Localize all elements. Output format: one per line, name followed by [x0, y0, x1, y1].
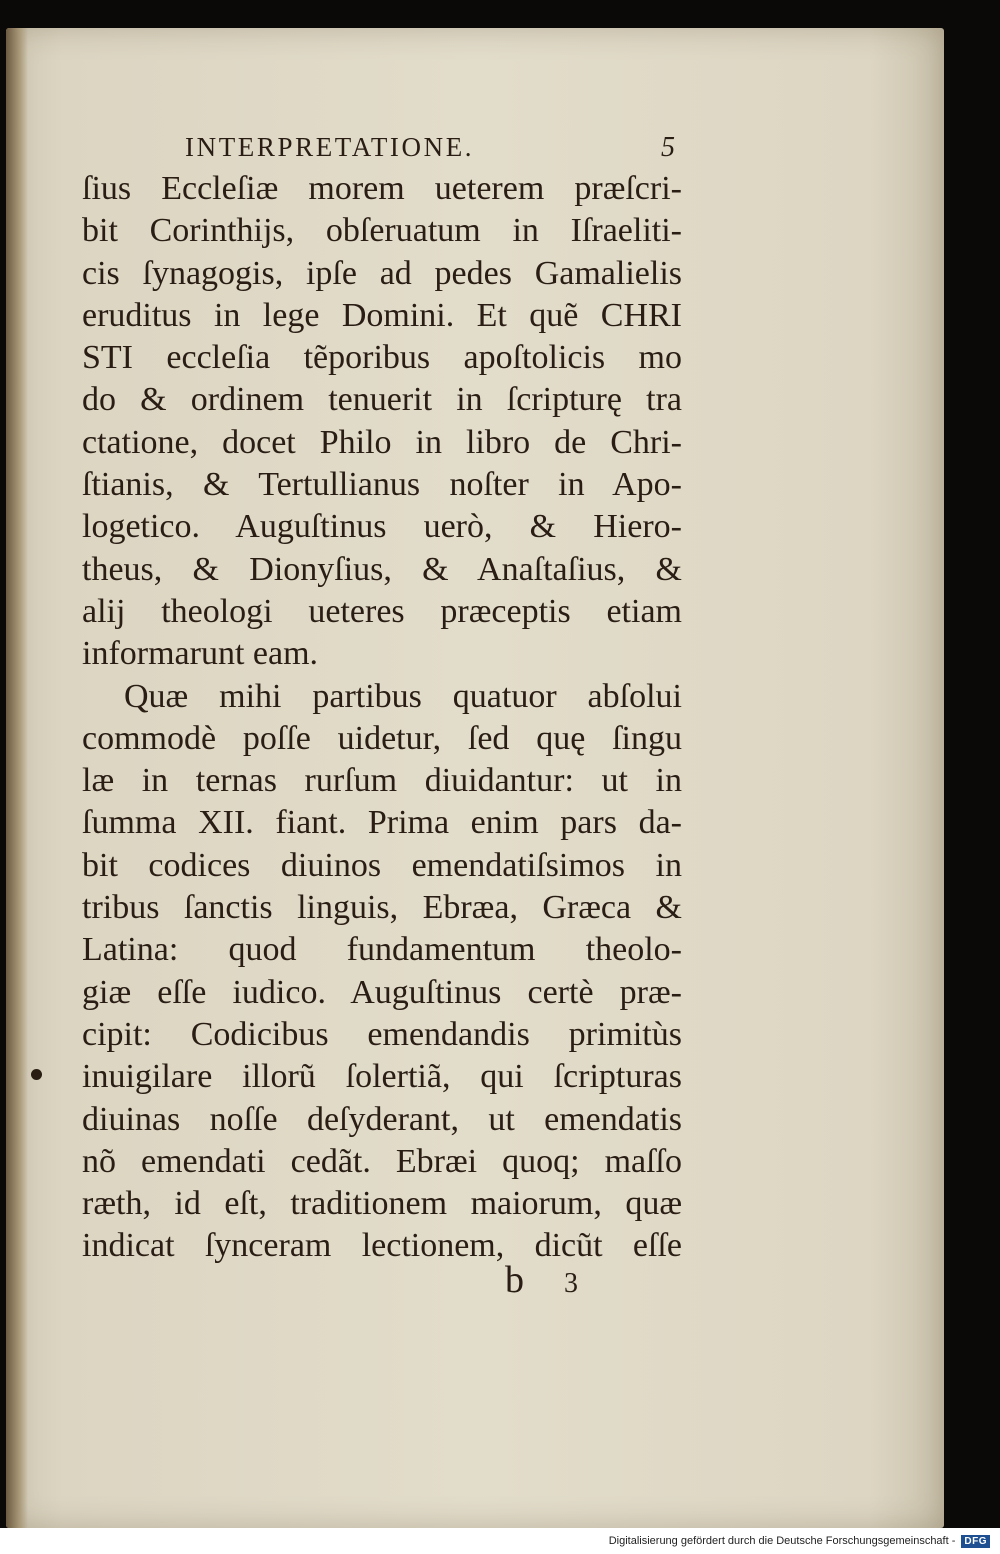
text-line: indicat ſynceram lectionem, dicũt eſſe: [82, 1227, 682, 1265]
footer-bar: [0, 1528, 1000, 1554]
text-line: commodè poſſe uidetur, ſed quę ſingu: [82, 719, 682, 757]
text-line: cis ſynagogis, ipſe ad pedes Gamalielis: [82, 254, 682, 292]
running-head: INTERPRETATIONE.: [185, 132, 475, 162]
dfg-logo: DFG: [961, 1535, 990, 1548]
signature-letter: b: [505, 1259, 524, 1301]
text-line: bit codices diuinos emendatiſsimos in: [82, 846, 682, 884]
text-line: ſumma XII. fiant. Prima enim pars da-: [82, 804, 682, 842]
text-line: theus, & Dionyſius, & Anaſtaſius, &: [82, 550, 682, 588]
text-line: do & ordinem tenuerit in ſcripturę tra: [82, 381, 682, 419]
text-line: bit Corinthijs, obſeruatum in Iſraeliti-: [82, 212, 682, 250]
text-line: inuigilare illorũ ſolertiã, qui ſcripturas: [82, 1058, 682, 1096]
page-header: [185, 132, 675, 164]
text-line: læ in ternas rurſum diuidantur: ut in: [82, 762, 682, 800]
text-line: giæ eſſe iudico. Auguſtinus certè præ-: [82, 973, 682, 1011]
text-line: eruditus in lege Domini. Et quẽ CHRI: [82, 296, 682, 334]
text-line: nõ emendati cedãt. Ebræi quoq; maſſo: [82, 1142, 682, 1180]
text-line: STI eccleſia tẽporibus apoſtolicis mo: [82, 339, 682, 377]
paragraph-1: [82, 168, 682, 676]
footer-credit: Digitalisierung gefördert durch die Deutsche Forschungsgemeinschaft -: [608, 1535, 956, 1547]
text-line: ræth, id eſt, traditionem maiorum, quæ: [82, 1185, 682, 1223]
text-line: ctatione, docet Philo in libro de Chri-: [82, 423, 682, 461]
text-line: ſius Eccleſiæ morem ueterem præſcri-: [82, 170, 682, 207]
paragraph-2: [82, 676, 682, 1268]
page-binding-edge: [6, 28, 28, 1528]
signature-number: 3: [564, 1268, 578, 1299]
text-line: logetico. Auguſtinus uerò, & Hiero-: [82, 508, 682, 546]
text-line: diuinas noſſe deſyderant, ut emendatis: [82, 1100, 682, 1138]
text-line: informarunt eam.: [82, 635, 319, 673]
text-line: alij theologi ueteres præceptis etiam: [82, 592, 682, 630]
page-number: 5: [661, 132, 675, 163]
text-line: Quæ mihi partibus quatuor abſolui: [124, 677, 682, 715]
margin-mark: [31, 1069, 42, 1080]
body-text: [82, 168, 682, 1268]
text-line: cipit: Codicibus emendandis primitùs: [82, 1015, 682, 1053]
text-line: Latina: quod fundamentum theolo-: [82, 931, 682, 969]
text-line: ſtianis, & Tertullianus noſter in Apo-: [82, 466, 682, 504]
signature-mark: [505, 1258, 578, 1302]
text-line: tribus ſanctis linguis, Ebræa, Græca &: [82, 889, 682, 927]
